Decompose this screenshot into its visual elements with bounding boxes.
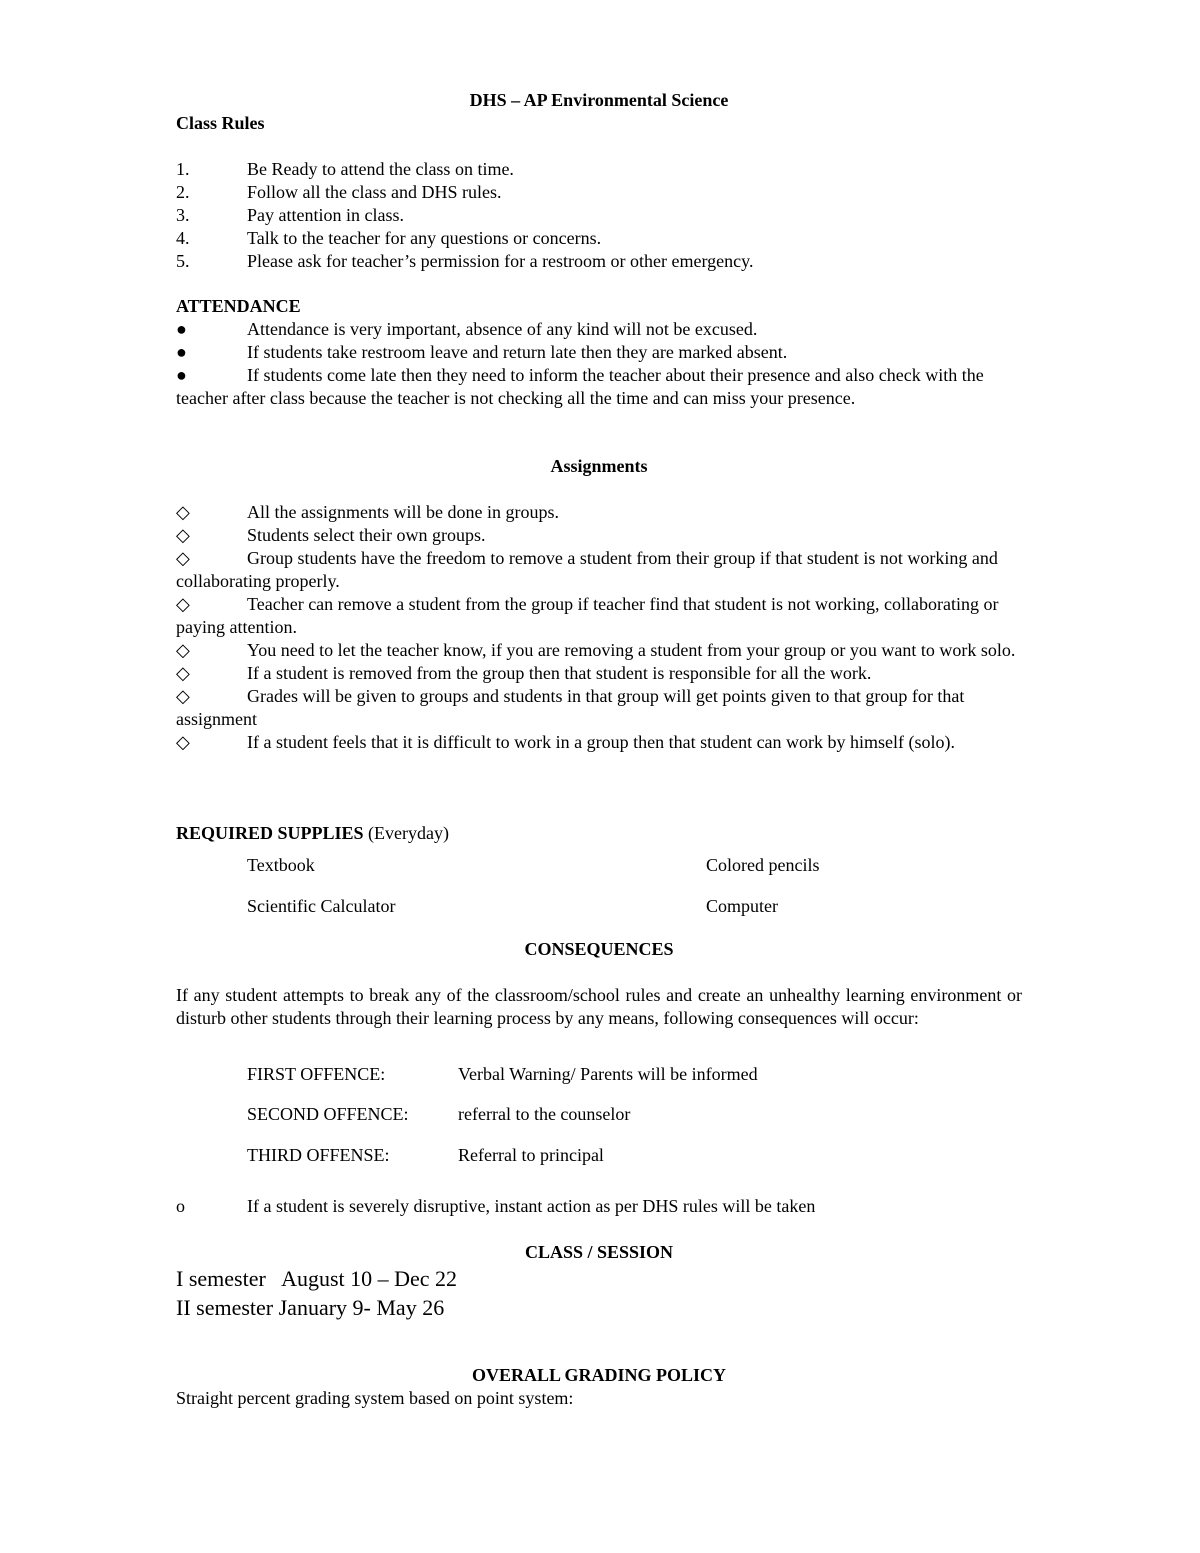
list-number: 3. xyxy=(176,205,190,225)
assignment-text: Teacher can remove a student from the group if teacher find that student is not working, collaborating or paying attention. xyxy=(176,594,999,637)
assignments-list xyxy=(176,501,1022,754)
grading-text: Straight percent grading system based on point system: xyxy=(176,1388,574,1408)
attendance-text: If students come late then they need to inform the teacher about their presence and also check with the teacher after class because the teacher is not checking all the time and can miss your presence. xyxy=(176,365,984,408)
list-item xyxy=(176,181,1022,204)
offence-value: Referral to principal xyxy=(458,1145,604,1165)
assignment-text: You need to let the teacher know, if you are removing a student from your group or you want to work solo. xyxy=(247,640,1016,660)
assignment-text: All the assignments will be done in groups. xyxy=(247,502,559,522)
rule-text: Talk to the teacher for any questions or concerns. xyxy=(247,228,602,248)
consequences-heading: CONSEQUENCES xyxy=(524,939,674,959)
supply-item: Textbook xyxy=(247,855,315,875)
diamond-bullet-icon: ◇ xyxy=(176,640,190,660)
assignment-text: If a student is removed from the group then that student is responsible for all the work. xyxy=(247,663,872,683)
rule-text: Pay attention in class. xyxy=(247,205,404,225)
consequences-paragraph: If any student attempts to break any of the classroom/school rules and create an unhealthy learning environment or disturb other students through their learning process by any means, following consequences will occur: xyxy=(176,985,1022,1028)
supplies-title: REQUIRED SUPPLIES xyxy=(176,823,364,843)
supply-item: Computer xyxy=(706,896,778,916)
attendance-text: Attendance is very important, absence of any kind will not be excused. xyxy=(247,319,758,339)
list-item xyxy=(176,547,1022,593)
class-rules-heading: Class Rules xyxy=(176,113,265,133)
attendance-heading: ATTENDANCE xyxy=(176,296,301,316)
document-title: DHS – AP Environmental Science xyxy=(469,90,729,110)
diamond-bullet-icon: ◇ xyxy=(176,594,190,614)
list-item xyxy=(176,662,1022,685)
offence-value: referral to the counselor xyxy=(458,1104,631,1124)
assignment-text: Students select their own groups. xyxy=(247,525,486,545)
list-number: 5. xyxy=(176,251,190,271)
diamond-bullet-icon: ◇ xyxy=(176,686,190,706)
list-number: 2. xyxy=(176,182,190,202)
list-item xyxy=(176,501,1022,524)
assignment-text: If a student feels that it is difficult to work in a group then that student can work by himself (solo). xyxy=(247,732,956,752)
assignment-text: Group students have the freedom to remove a student from their group if that student is not working and collaborating properly. xyxy=(176,548,998,591)
supply-item: Scientific Calculator xyxy=(247,896,396,916)
list-item xyxy=(176,524,1022,547)
session-line: I semester August 10 – Dec 22 xyxy=(176,1266,458,1291)
class-rules-list xyxy=(176,158,1022,273)
session-line: II semester January 9- May 26 xyxy=(176,1295,445,1320)
diamond-bullet-icon: ◇ xyxy=(176,732,190,752)
offence-value: Verbal Warning/ Parents will be informed xyxy=(458,1064,758,1084)
attendance-text: If students take restroom leave and return late then they are marked absent. xyxy=(247,342,788,362)
document-page xyxy=(176,89,1022,1410)
attendance-list xyxy=(176,318,1022,410)
diamond-bullet-icon: ◇ xyxy=(176,502,190,522)
list-item xyxy=(176,731,1022,754)
list-item xyxy=(176,318,1022,341)
offences-table xyxy=(176,1063,1022,1183)
diamond-bullet-icon: ◇ xyxy=(176,663,190,683)
disruption-note-text: If a student is severely disruptive, instant action as per DHS rules will be taken xyxy=(247,1196,816,1216)
diamond-bullet-icon: ◇ xyxy=(176,548,190,568)
list-item xyxy=(176,204,1022,227)
rule-text: Please ask for teacher’s permission for a restroom or other emergency. xyxy=(247,251,754,271)
bullet-icon: ● xyxy=(176,342,187,362)
list-item xyxy=(176,341,1022,364)
list-item xyxy=(176,639,1022,662)
grading-heading: OVERALL GRADING POLICY xyxy=(471,1365,727,1385)
circle-bullet-icon: o xyxy=(176,1196,185,1216)
supplies-list xyxy=(176,852,1022,934)
list-number: 1. xyxy=(176,159,190,179)
assignments-heading: Assignments xyxy=(550,456,648,476)
session-heading: CLASS / SESSION xyxy=(524,1242,674,1262)
supply-item: Colored pencils xyxy=(706,855,820,875)
list-item xyxy=(176,685,1022,731)
offence-label: FIRST OFFENCE: xyxy=(247,1064,386,1084)
diamond-bullet-icon: ◇ xyxy=(176,525,190,545)
list-item xyxy=(176,364,1022,410)
offence-label: THIRD OFFENSE: xyxy=(247,1145,390,1165)
bullet-icon: ● xyxy=(176,365,187,385)
supplies-heading xyxy=(176,822,1022,845)
offence-label: SECOND OFFENCE: xyxy=(247,1104,409,1124)
rule-text: Be Ready to attend the class on time. xyxy=(247,159,514,179)
disruption-note xyxy=(176,1195,1022,1218)
list-number: 4. xyxy=(176,228,190,248)
rule-text: Follow all the class and DHS rules. xyxy=(247,182,502,202)
bullet-icon: ● xyxy=(176,319,187,339)
list-item xyxy=(176,158,1022,181)
supplies-note: (Everyday) xyxy=(368,823,450,843)
list-item xyxy=(176,593,1022,639)
assignment-text: Grades will be given to groups and students in that group will get points given to that group for that assignment xyxy=(176,686,965,729)
list-item xyxy=(176,227,1022,250)
list-item xyxy=(176,250,1022,273)
